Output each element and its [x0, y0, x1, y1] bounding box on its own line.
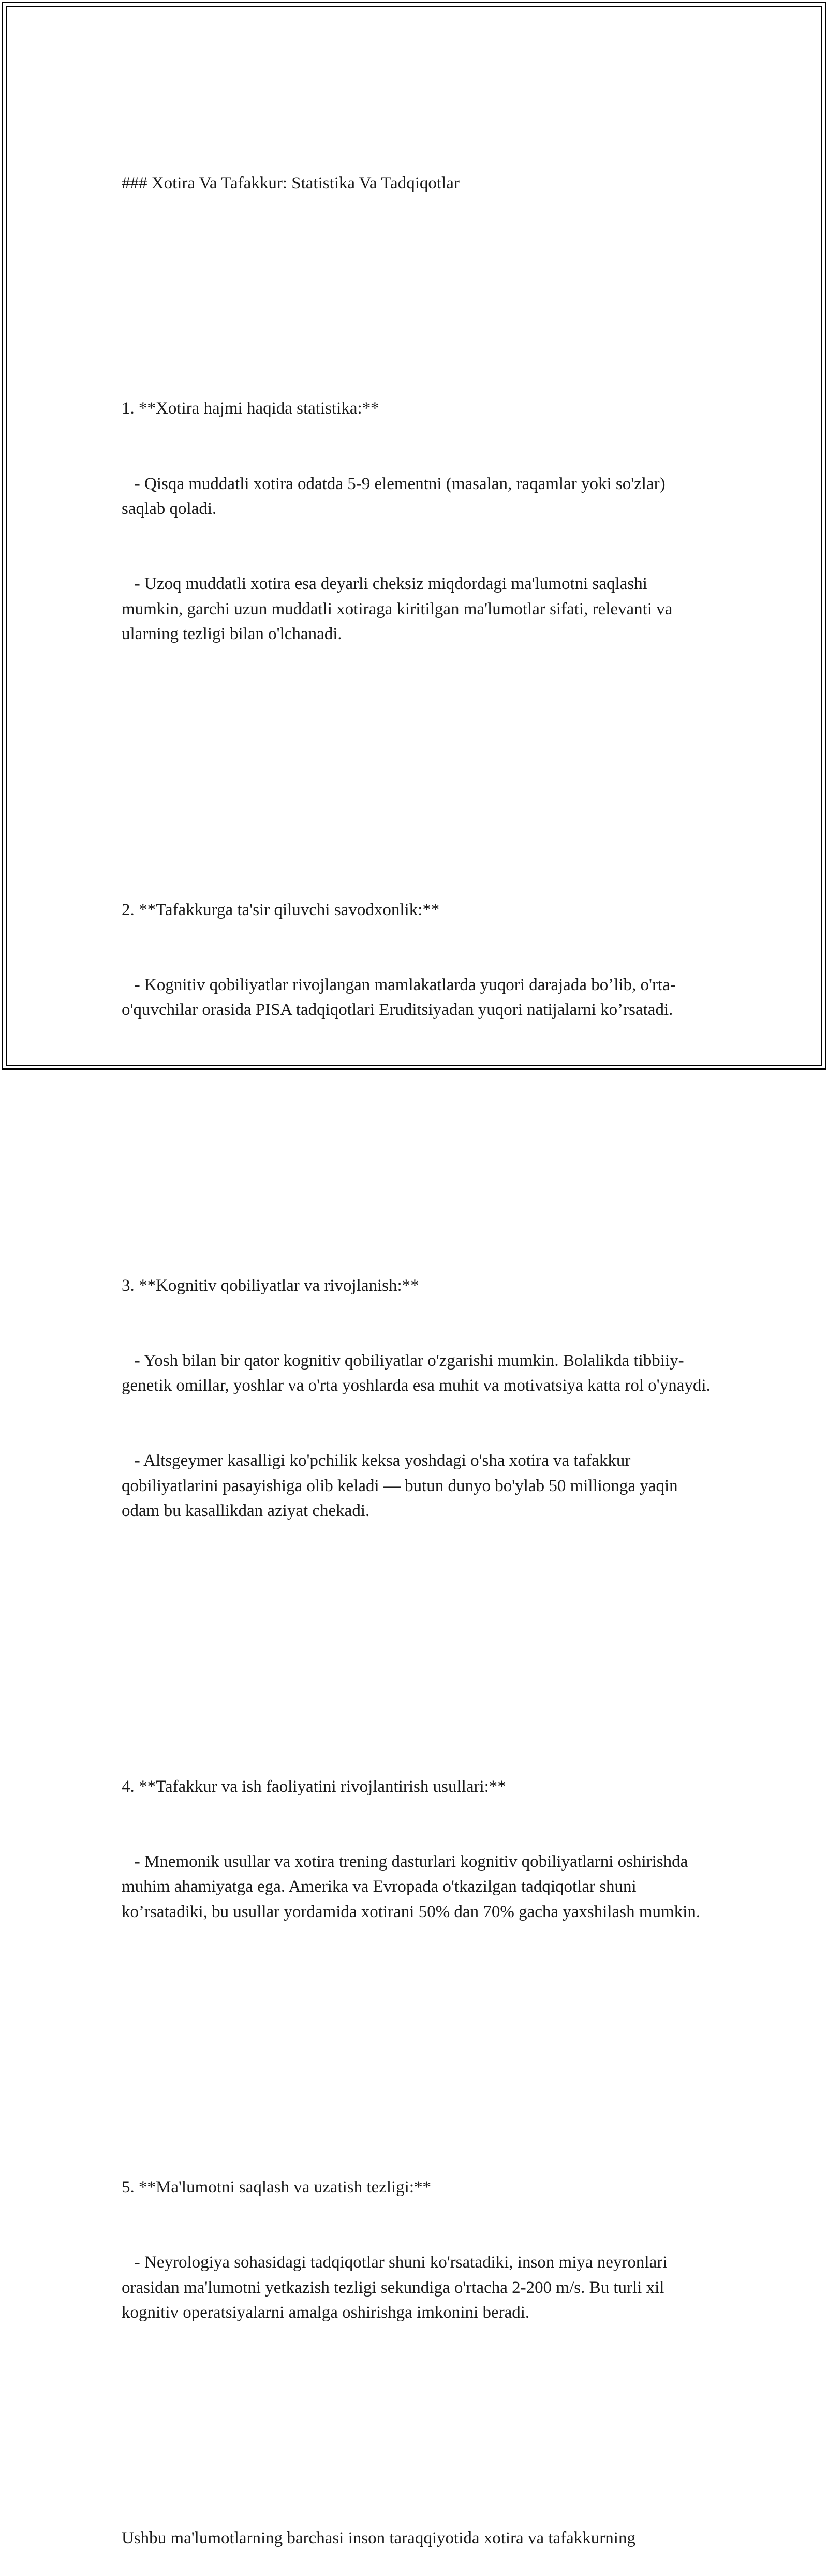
spacer: [122, 2425, 712, 2450]
spacer: [122, 1624, 712, 1648]
section-heading: 5. **Ma'lumotni saqlash va uzatish tezligi:**: [122, 2178, 432, 2197]
section-bullet: - Qisqa muddatli xotira odatda 5-9 elementni (masalan, raqamlar yoki so'zlar) saqlab qoladi.: [122, 474, 670, 519]
section-1: [122, 346, 712, 697]
document-title: ### Xotira Va Tafakkur: Statistika Va Tadqiqotlar: [122, 173, 460, 193]
section-bullet: - Altsgeymer kasalligi ko'pchilik keksa yoshdagi o'sha xotira va tafakkur qobiliyatlarini pasayishiga olib keladi — butun dunyo bo'ylab 50 millionga yaqin odam bu kasallikdan aziyat chekadi.: [122, 1451, 682, 1521]
spacer: [122, 747, 712, 772]
spacer: [122, 2025, 712, 2050]
spacer: [122, 246, 712, 271]
spacer: [122, 1123, 712, 1147]
section-5: [122, 2125, 712, 2375]
section-bullet: - Uzoq muddatli xotira esa deyarli cheksiz miqdordagi ma'lumotni saqlashi mumkin, garchi uzun muddatli xotiraga kiritilgan ma'lumotlar sifati, relevanti va ularning tezligi bilan o'lchanadi.: [122, 575, 677, 644]
section-bullet: - Neyrologiya sohasidagi tadqiqotlar shuni ko'rsatadiki, inson miya neyronlari orasidan ma'lumotni yetkazish tezligi sekundiga o'rtacha 2-200 m/s. Bu turli xil kognitiv operatsiyalarni amalga oshirishga imkonini beradi.: [122, 2253, 672, 2322]
section-heading: 1. **Xotira hajmi haqida statistika:**: [122, 399, 379, 418]
section-bullet: - Mnemonik usullar va xotira trening dasturlari kognitiv qobiliyatlarni oshirishda muhim ahamiyatga ega. Amerika va Evropada o'tkazilgan tadqiqotlar shuni ko’rsatadiki, bu usullar yordamida xotirani 50% dan 70% gacha yaxshilash mumkin.: [122, 1852, 701, 1921]
section-bullet: - Yosh bilan bir qator kognitiv qobiliyatlar o'zgarishi mumkin. Bolalikda tibbiiy-genetik omillar, yoshlar va o'rta yoshlarda esa muhit va motivatsiya katta rol o'ynaydi.: [122, 1351, 711, 1395]
section-4: [122, 1724, 712, 1975]
closing-paragraph: Ushbu ma'lumotlarning barchasi inson taraqqiyotida xotira va tafakkurning: [122, 2528, 635, 2548]
section-3: [122, 1223, 712, 1574]
section-heading: 3. **Kognitiv qobiliyatlar va rivojlanish:**: [122, 1276, 419, 1295]
section-2: [122, 847, 712, 1073]
section-heading: 2. **Tafakkurga ta'sir qiluvchi savodxonlik:**: [122, 900, 440, 919]
document-body: [122, 121, 712, 2576]
section-heading: 4. **Tafakkur va ish faoliyatini rivojlantirish usullari:**: [122, 1777, 506, 1796]
section-bullet: - Kognitiv qobiliyatlar rivojlangan mamlakatlarda yuqori darajada bo’lib, o'rta-o'quvchilar orasida PISA tadqiqotlari Eruditsiyadan yuqori natijalarni ko’rsatadi.: [122, 975, 676, 1020]
